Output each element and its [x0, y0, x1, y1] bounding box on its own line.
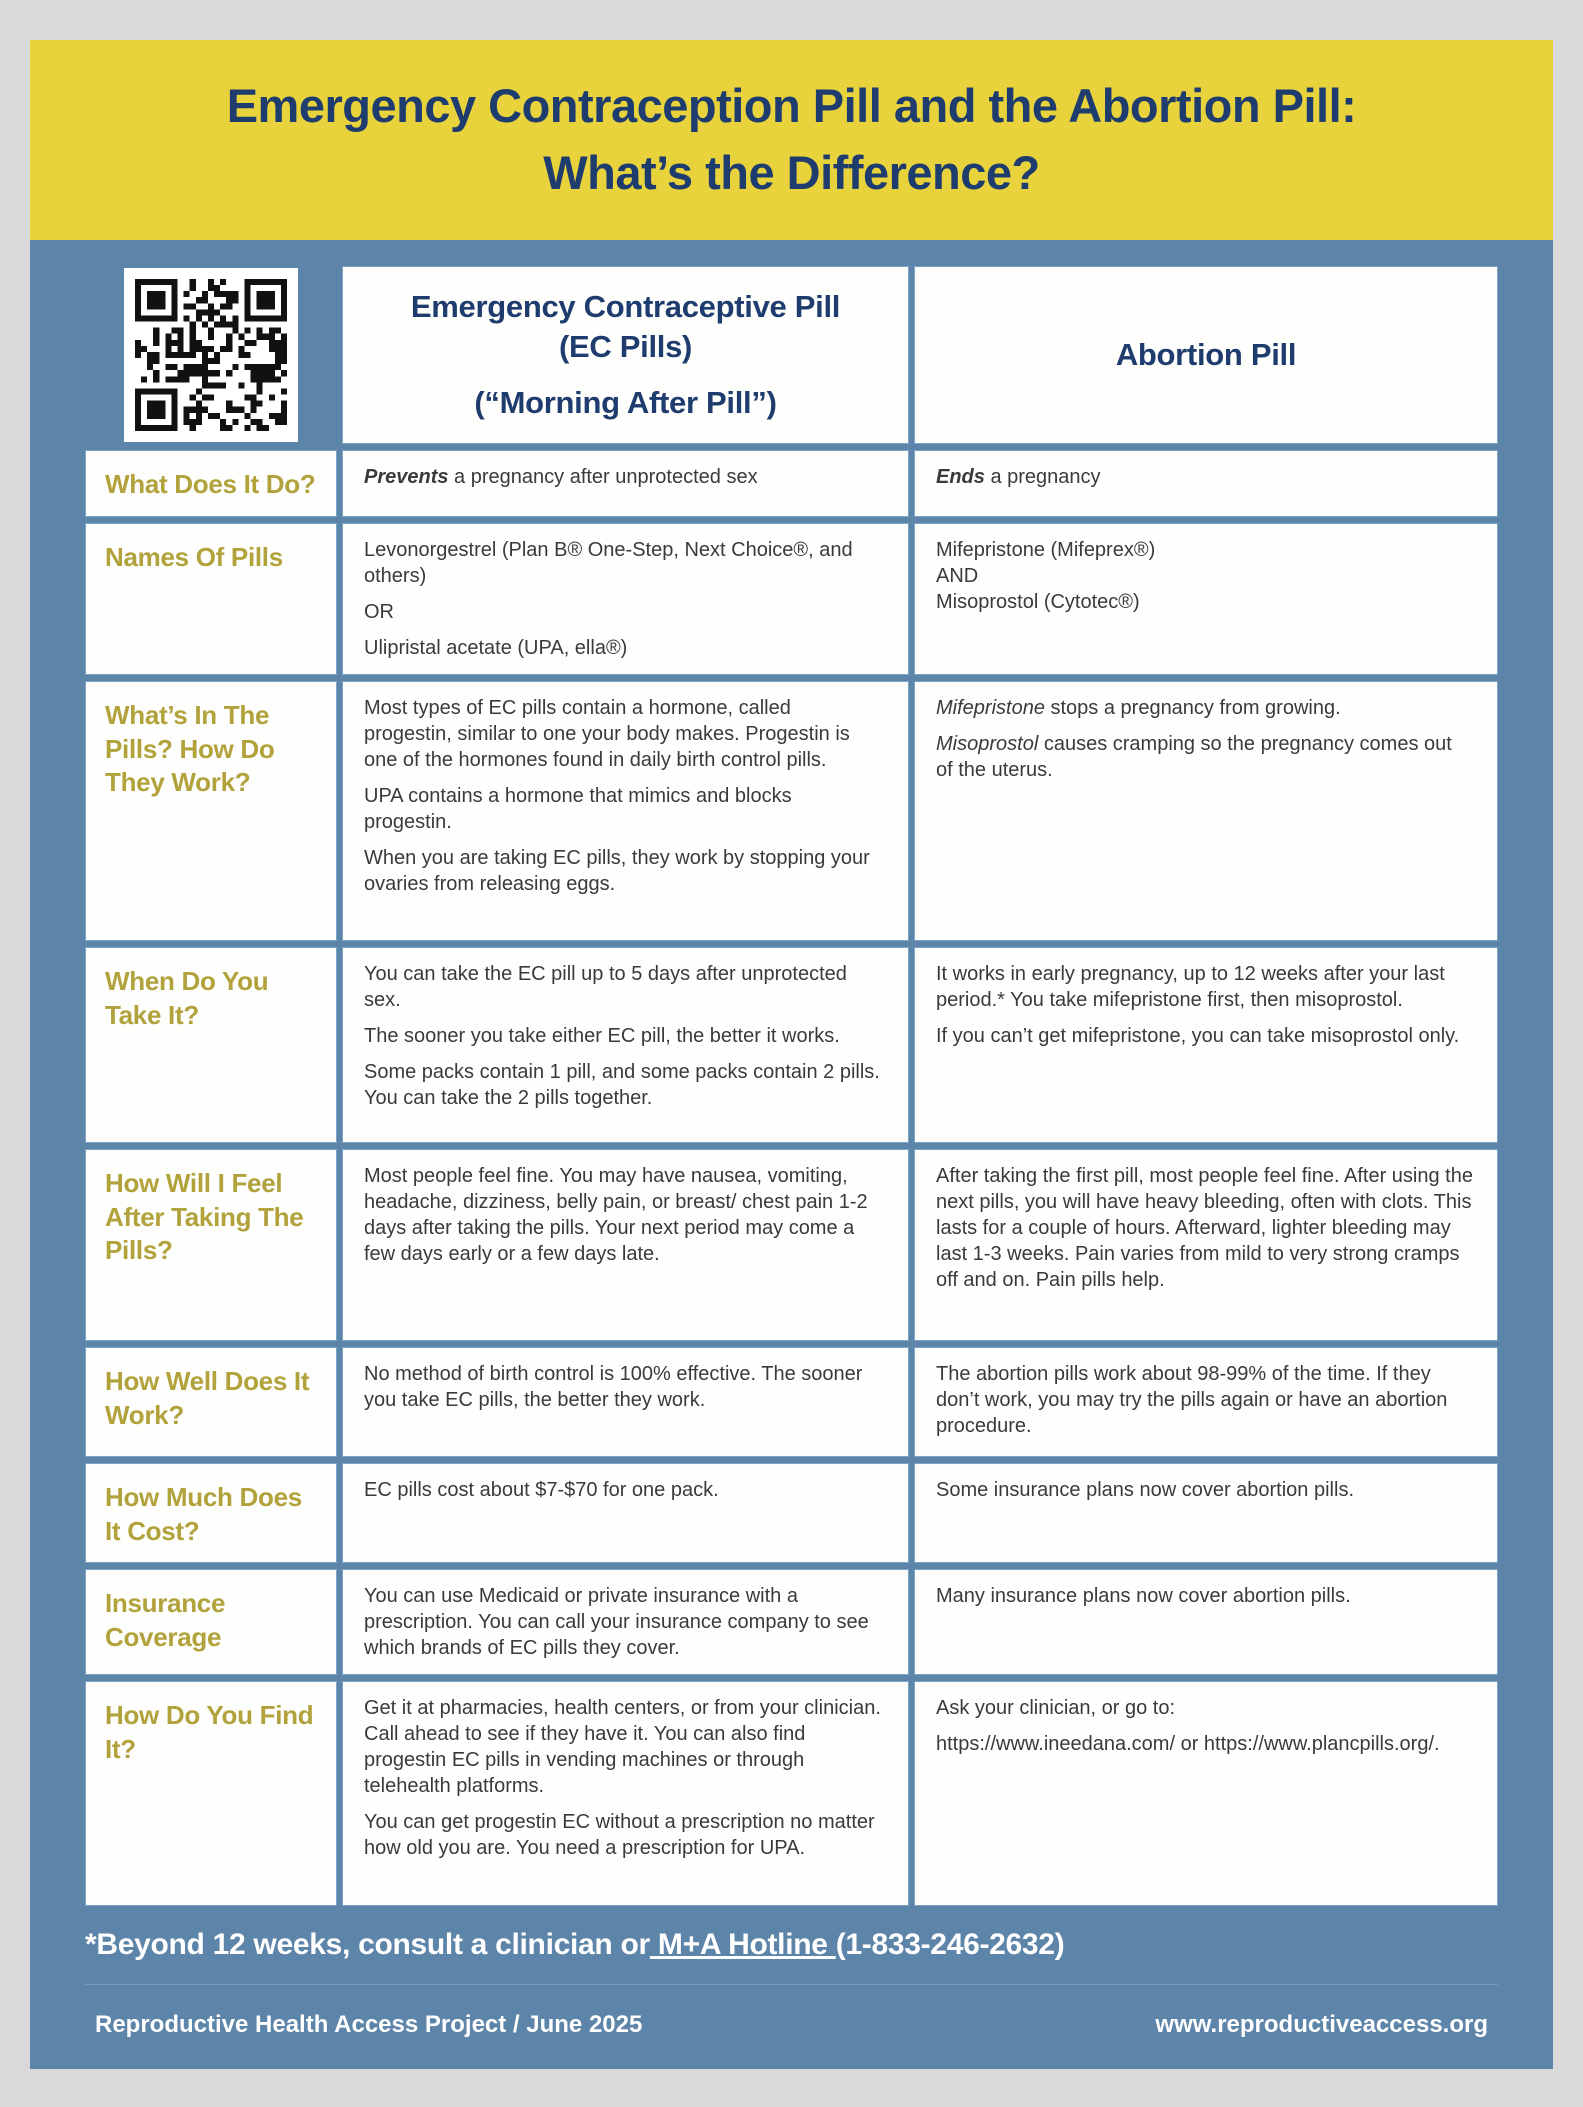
footnote-text: *Beyond 12 weeks, consult a clinician or: [85, 1928, 650, 1962]
text-segment: Misoprostol: [936, 732, 1039, 755]
paragraph: [364, 537, 884, 589]
text-segment: Many insurance plans now cover abortion pills.: [936, 1585, 1351, 1608]
row-label-when-do-you-take-it: When Do You Take It?: [85, 947, 337, 1143]
text-segment: Levonorgestrel (Plan B® One-Step, Next Choice®, and others): [364, 538, 853, 587]
row-label-what-s-in-the-pills-how-do-they-work: What’s In The Pills? How Do They Work?: [85, 681, 337, 941]
paragraph: [364, 599, 884, 625]
qr-cell: [85, 266, 337, 444]
ineedana-url[interactable]: https://www.ineedana.com/: [936, 1733, 1176, 1756]
paragraph: [936, 1163, 1473, 1293]
column-header-ec-line1: Emergency Contraceptive Pill: [410, 289, 841, 325]
text-segment: No method of birth control is 100% effective. The sooner you take EC pills, the better they work.: [364, 1362, 863, 1411]
text-segment: You can take the EC pill up to 5 days after unprotected sex.: [364, 962, 847, 1011]
table-row-when-do-you-take-it: [85, 947, 1498, 1143]
text-segment: or: [1175, 1733, 1204, 1756]
text-segment: You can get progestin EC without a prescription no matter how old you are. You need a prescription for UPA.: [364, 1811, 875, 1860]
text-segment: The sooner you take either EC pill, the better it works.: [364, 1024, 840, 1047]
text-segment: Mifepristone: [936, 696, 1045, 719]
cell-names-of-pills-abortion: [914, 523, 1498, 675]
text-segment: Most types of EC pills contain a hormone, called progestin, similar to one your body makes. Progestin is one of the hormones found in daily birth control pills.: [364, 696, 850, 771]
row-label-insurance-coverage: Insurance Coverage: [85, 1569, 337, 1675]
paragraph: [364, 961, 884, 1013]
paragraph: [364, 1809, 884, 1861]
hotline-link[interactable]: M+A Hotline: [649, 1928, 836, 1962]
row-label-names-of-pills: Names Of Pills: [85, 523, 337, 675]
text-segment: Ends: [936, 466, 985, 488]
paragraph: [936, 464, 1473, 490]
paragraph: [364, 1583, 884, 1661]
comparison-table: [85, 266, 1498, 1906]
paragraph: [936, 731, 1473, 783]
table-row-names-of-pills: [85, 523, 1498, 675]
text-segment: OR: [364, 600, 394, 623]
footnote-phone: (1-833-246-2632): [835, 1928, 1065, 1962]
column-header-ec: [342, 266, 909, 444]
footnote: [85, 1928, 1498, 1962]
poster-body: [30, 240, 1553, 2069]
text-segment: Some insurance plans now cover abortion pills.: [936, 1478, 1354, 1501]
table-row-how-do-you-find-it: [85, 1681, 1498, 1906]
table-row-how-will-i-feel-after-taking-the-pills: [85, 1149, 1498, 1341]
cell-what-does-it-do-abortion: [914, 450, 1498, 517]
cell-when-do-you-take-it-ec: [342, 947, 909, 1143]
row-label-how-well-does-it-work: How Well Does It Work?: [85, 1347, 337, 1457]
paragraph: [364, 1059, 884, 1111]
cell-how-do-you-find-it-ec: [342, 1681, 909, 1906]
text-segment: When you are taking EC pills, they work by stopping your ovaries from releasing eggs.: [364, 846, 870, 895]
text-segment: Ask your clinician, or go to:: [936, 1697, 1175, 1720]
text-segment: After taking the first pill, most people feel fine. After using the next pills, you will have heavy bleeding, often with clots. This lasts for a couple of hours. Afterward, lighter bleeding may last 1-3 weeks. Pain varies from mild to very strong cramps off and on. Pain pills help.: [936, 1164, 1473, 1291]
column-header-ec-line3: (“Morning After Pill”): [474, 384, 777, 420]
paragraph: [364, 1023, 884, 1049]
poster-header: [30, 40, 1553, 240]
paragraph: [364, 1477, 884, 1503]
table-row-how-much-does-it-cost: [85, 1463, 1498, 1564]
row-label-how-will-i-feel-after-taking-the-pills: How Will I Feel After Taking The Pills?: [85, 1149, 337, 1341]
paragraph: [364, 695, 884, 773]
credit-org-date: Reproductive Health Access Project / June 2025: [95, 2011, 643, 2039]
paragraph: [364, 783, 884, 835]
text-segment: a pregnancy: [984, 466, 1101, 488]
table-row-what-s-in-the-pills-how-do-they-work: [85, 681, 1498, 941]
paragraph: [936, 1731, 1473, 1757]
row-label-how-much-does-it-cost: How Much Does It Cost?: [85, 1463, 337, 1564]
text-segment: Get it at pharmacies, health centers, or from your clinician. Call ahead to see if they have it. You can also find progestin EC pills in vending machines or through telehealth platforms.: [364, 1697, 881, 1798]
column-header-ec-line2: (EC Pills): [558, 329, 693, 365]
text-segment: causes cramping so the pregnancy comes out of the uterus.: [936, 732, 1452, 781]
paragraph: [364, 845, 884, 897]
text-segment: Prevents: [364, 466, 449, 488]
text-segment: a pregnancy after unprotected sex: [448, 466, 758, 488]
row-label-what-does-it-do: What Does It Do?: [85, 450, 337, 517]
table-row-insurance-coverage: [85, 1569, 1498, 1675]
column-header-abortion-label: Abortion Pill: [1115, 337, 1297, 373]
text-segment: You can use Medicaid or private insurance with a prescription. You can call your insurance company to see which brands of EC pills they cover.: [364, 1585, 869, 1660]
text-segment: It works in early pregnancy, up to 12 weeks after your last period.* You take mifepristone first, then misoprostol.: [936, 962, 1445, 1011]
cell-insurance-coverage-abortion: [914, 1569, 1498, 1675]
text-segment: stops a pregnancy from growing.: [1044, 696, 1341, 719]
table-rows: [85, 450, 1498, 1906]
paragraph: [936, 695, 1473, 721]
text-segment: Most people feel fine. You may have nausea, vomiting, headache, dizziness, belly pain, or breast/ chest pain 1-2 days after taking the pills. Your next period may come a few days early or a few days late.: [364, 1164, 868, 1265]
cell-names-of-pills-ec: [342, 523, 909, 675]
credit-website[interactable]: www.reproductiveaccess.org: [1155, 2011, 1488, 2039]
paragraph: [936, 1695, 1473, 1721]
cell-how-well-does-it-work-abortion: [914, 1347, 1498, 1457]
paragraph: [936, 1361, 1473, 1439]
cell-insurance-coverage-ec: [342, 1569, 909, 1675]
text-segment: Some packs contain 1 pill, and some packs contain 2 pills. You can take the 2 pills together.: [364, 1060, 880, 1109]
qr-code-icon: [124, 268, 298, 442]
cell-what-s-in-the-pills-how-do-they-work-abortion: [914, 681, 1498, 941]
paragraph: [936, 1583, 1473, 1609]
paragraph: [364, 1163, 884, 1267]
table-header-row: [85, 266, 1498, 444]
paragraph: [936, 1023, 1473, 1049]
text-segment: Mifepristone (Mifeprex®): [936, 538, 1156, 561]
paragraph: [364, 1695, 884, 1799]
text-segment: Ulipristal acetate (UPA, ella®): [364, 636, 628, 659]
column-header-abortion: [914, 266, 1498, 444]
table-row-how-well-does-it-work: [85, 1347, 1498, 1457]
text-segment: The abortion pills work about 98-99% of the time. If they don’t work, you may try the pills again or have an abortion procedure.: [936, 1362, 1448, 1437]
text-segment: EC pills cost about $7-$70 for one pack.: [364, 1478, 719, 1501]
cell-what-does-it-do-ec: [342, 450, 909, 517]
text-segment: Misoprostol (Cytotec®): [936, 590, 1140, 613]
cell-how-will-i-feel-after-taking-the-pills-abortion: [914, 1149, 1498, 1341]
paragraph: [936, 1477, 1473, 1503]
cell-how-much-does-it-cost-abortion: [914, 1463, 1498, 1564]
cell-what-s-in-the-pills-how-do-they-work-ec: [342, 681, 909, 941]
text-segment: If you can’t get mifepristone, you can take misoprostol only.: [936, 1024, 1460, 1047]
text-segment: .: [1434, 1733, 1440, 1756]
cell-when-do-you-take-it-abortion: [914, 947, 1498, 1143]
footer-credits: [85, 1984, 1498, 2069]
paragraph: [936, 537, 1473, 615]
plancpills-url[interactable]: https://www.plancpills.org/: [1203, 1733, 1435, 1756]
text-segment: AND: [936, 564, 979, 587]
paragraph: [364, 1361, 884, 1413]
cell-how-will-i-feel-after-taking-the-pills-ec: [342, 1149, 909, 1341]
cell-how-well-does-it-work-ec: [342, 1347, 909, 1457]
row-label-how-do-you-find-it: How Do You Find It?: [85, 1681, 337, 1906]
text-segment: UPA contains a hormone that mimics and blocks progestin.: [364, 784, 792, 833]
paragraph: [364, 464, 884, 490]
page-title: Emergency Contraception Pill and the Abortion Pill: What’s the Difference?: [226, 79, 1357, 199]
paragraph: [936, 961, 1473, 1013]
table-row-what-does-it-do: [85, 450, 1498, 517]
cell-how-much-does-it-cost-ec: [342, 1463, 909, 1564]
paragraph: [364, 635, 884, 661]
cell-how-do-you-find-it-abortion: [914, 1681, 1498, 1906]
